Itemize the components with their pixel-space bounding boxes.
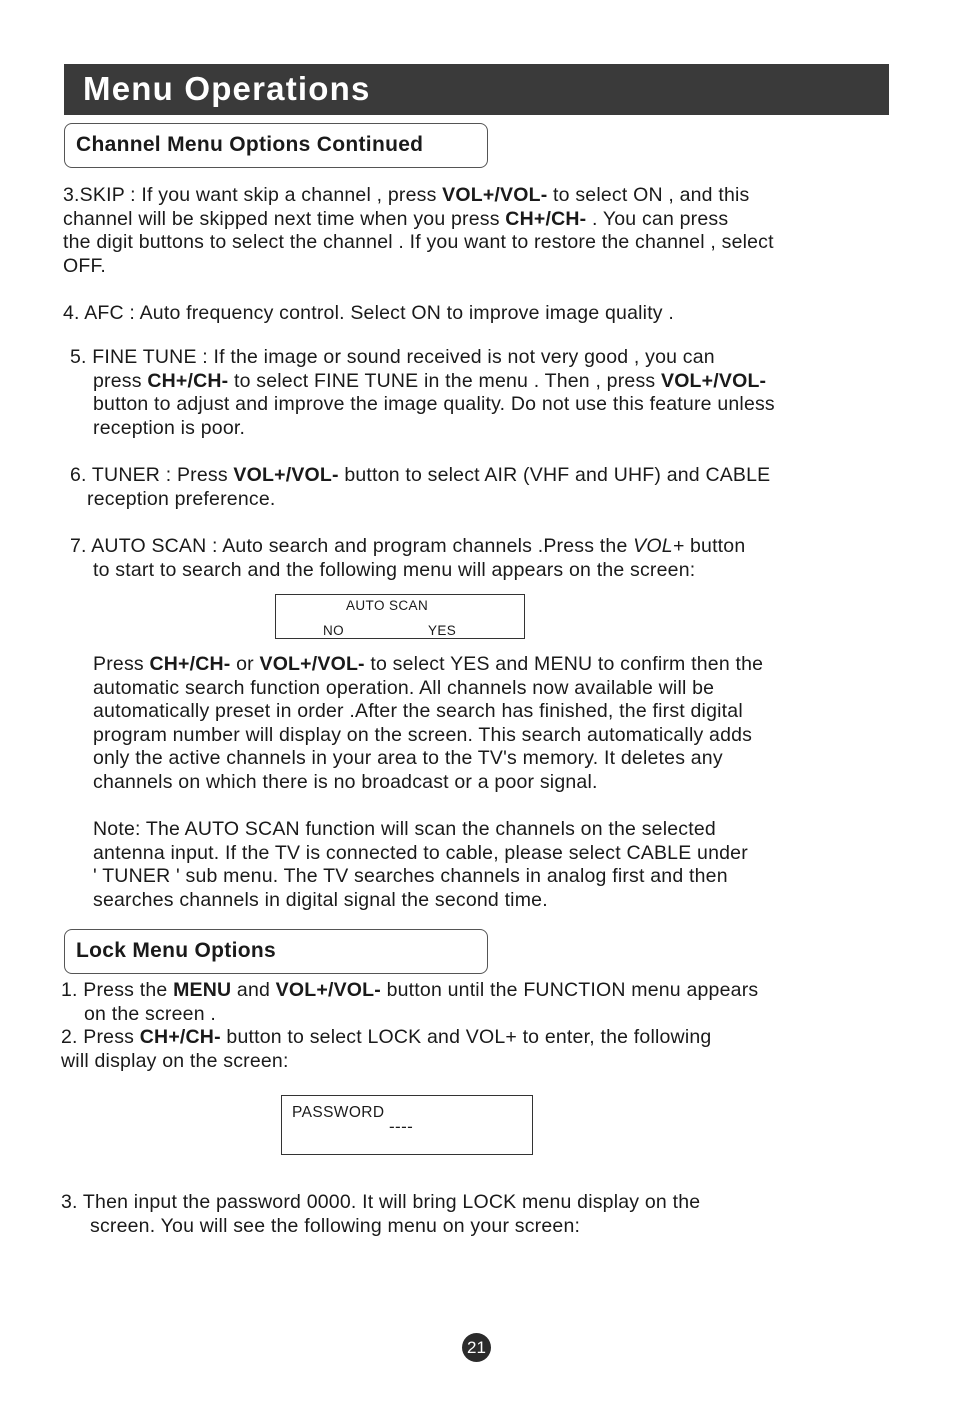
tuner-paragraph: 6. TUNER : Press VOL+/VOL- button to select AIR (VHF and UHF) and CABLE reception preference. bbox=[70, 464, 771, 510]
page-title: Menu Operations bbox=[83, 70, 371, 107]
skip-paragraph: 3.SKIP : If you want skip a channel , press VOL+/VOL- to select ON , and this channel will be skipped next time when you press CH+/CH- . You can press the digit buttons to select the channel . If you want to restore the channel , select OFF. bbox=[63, 184, 774, 277]
autoscan-osd-yes: YES bbox=[428, 623, 457, 638]
autoscan-paragraph: 7. AUTO SCAN : Auto search and program channels .Press the VOL+ button to start to search and the following menu will appears on the screen: bbox=[70, 535, 746, 581]
autoscan-osd-box bbox=[275, 594, 525, 639]
page-number-badge: 21 bbox=[462, 1333, 491, 1362]
autoscan-instructions: Press CH+/CH- or VOL+/VOL- to select YES and MENU to confirm then the automatic search function operation. All channels now available will be automatically preset in order .After the search has finished, the first digital program number will display on the screen. This search automatically adds only the active channels in your area to the TV's memory. It deletes any channels on which there is no broadcast or a poor signal. bbox=[93, 653, 764, 793]
section-title-channel: Channel Menu Options Continued bbox=[76, 133, 424, 156]
password-osd-label: PASSWORD bbox=[292, 1104, 385, 1121]
lock-step-2: 2. Press CH+/CH- button to select LOCK and VOL+ to enter, the following will display on the screen: bbox=[61, 1026, 712, 1072]
section-title-lock: Lock Menu Options bbox=[76, 939, 276, 962]
autoscan-note: Note: The AUTO SCAN function will scan the channels on the selected antenna input. If the TV is connected to cable, please select CABLE under ' TUNER ' sub menu. The TV searches channels in analog first and then searches channels in digital signal the second time. bbox=[93, 818, 748, 911]
autoscan-osd-title: AUTO SCAN bbox=[346, 598, 429, 613]
lock-step-1: 1. Press the MENU and VOL+/VOL- button until the FUNCTION menu appears on the screen . bbox=[61, 979, 759, 1025]
autoscan-osd-no: NO bbox=[323, 623, 345, 638]
password-osd-value: ---- bbox=[389, 1117, 414, 1136]
page-header bbox=[64, 64, 889, 115]
afc-paragraph: 4. AFC : Auto frequency control. Select ON to improve image quality . bbox=[63, 302, 674, 324]
section-heading-channel bbox=[64, 123, 488, 168]
finetune-paragraph: 5. FINE TUNE : If the image or sound received is not very good , you can press CH+/CH- to select FINE TUNE in the menu . Then , press VOL+/VOL- button to adjust and improve the image quality. Do not use this feature unless reception is poor. bbox=[70, 346, 775, 439]
lock-step-3: 3. Then input the password 0000. It will bring LOCK menu display on the screen. You will see the following menu on your screen: bbox=[61, 1191, 701, 1237]
section-heading-lock bbox=[64, 929, 488, 974]
password-osd-box bbox=[281, 1095, 533, 1155]
